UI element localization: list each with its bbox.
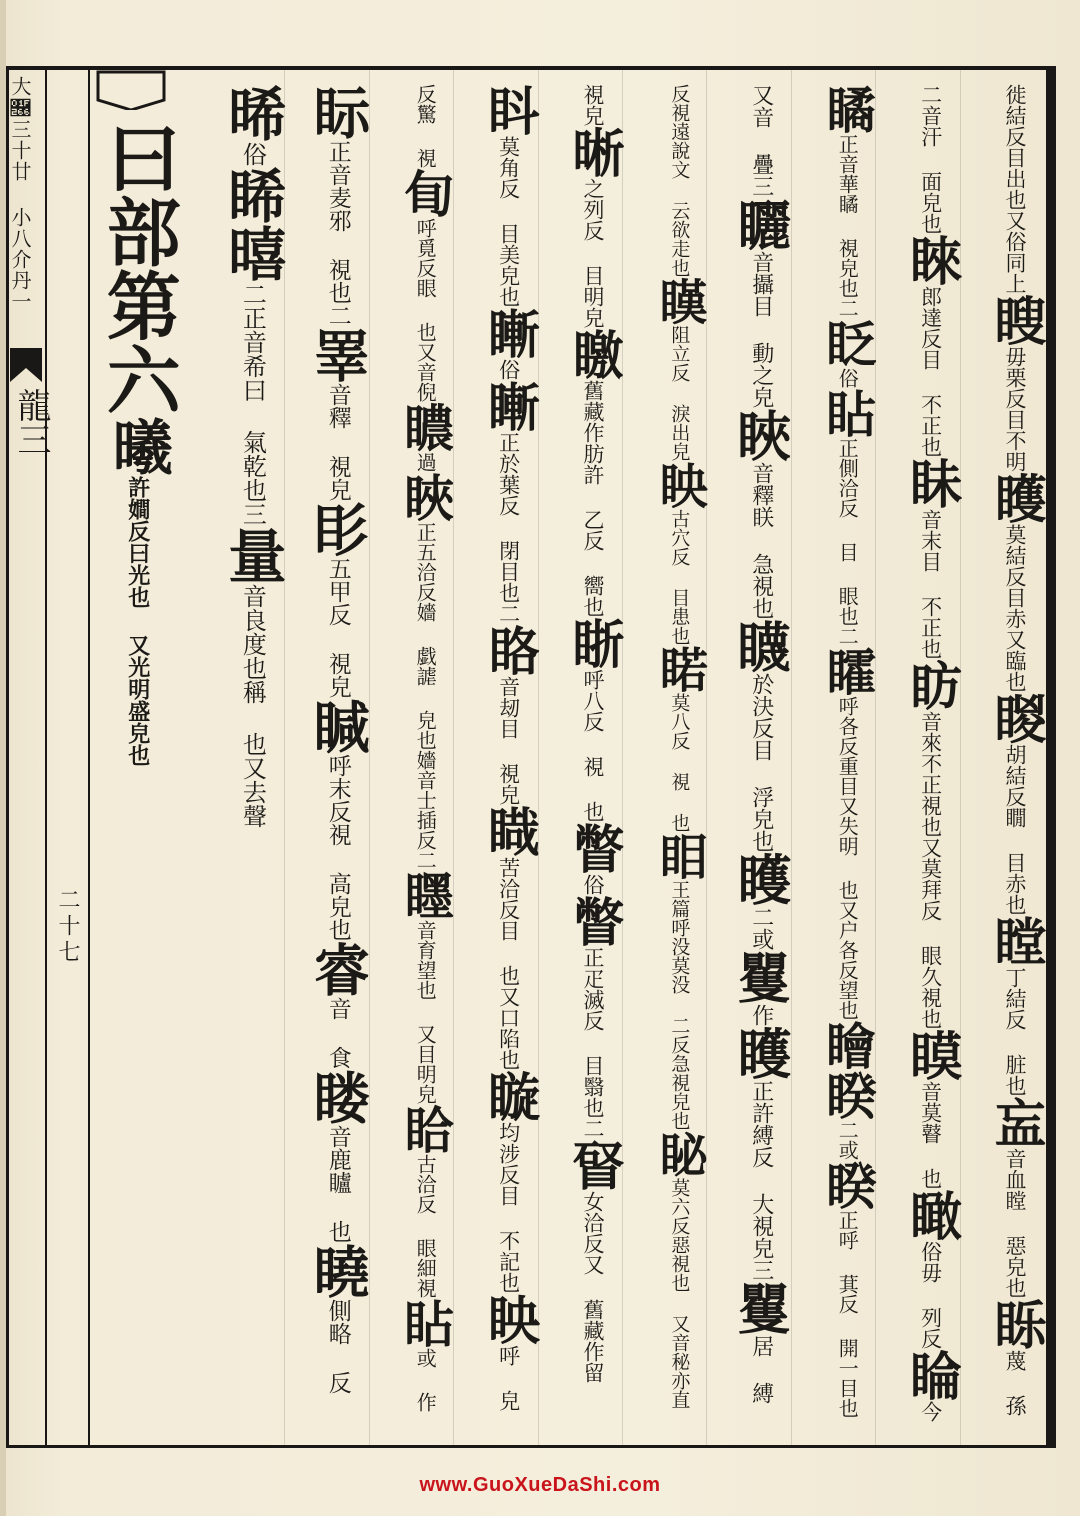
- entry-gloss: 音鹿矑 也: [324, 1125, 351, 1243]
- entry-headword: 䀹: [396, 472, 456, 522]
- entry-headword: 曦: [102, 416, 173, 476]
- entry-headword: 眨: [818, 318, 878, 368]
- entry-gloss: 音 食: [324, 997, 351, 1069]
- entry-headword: 瞥: [562, 895, 624, 947]
- entry-headword: 矖: [728, 197, 793, 251]
- entry-gloss: 音刼目 視皃: [496, 676, 521, 805]
- entry-headword: 睽: [818, 1070, 878, 1120]
- entry-headword: 晰: [562, 126, 624, 178]
- entry-gloss: 音良度也稱 也又去聲: [238, 584, 267, 828]
- entry-gloss: 呼末反視 高皃也: [324, 754, 351, 941]
- entry-gloss: 音血瞠 惡皃也: [1002, 1148, 1027, 1298]
- entry-gloss: 胡結反瞯 目赤也: [1002, 744, 1027, 915]
- entry-headword: 矆: [728, 1026, 793, 1080]
- entry-headword: 睵: [478, 805, 540, 857]
- entry-gloss: 五甲反 視皃: [324, 557, 351, 698]
- entry-gloss: 正呼 萁反 開一目也: [835, 1210, 860, 1418]
- entry-gloss: 二音汗 面皃也: [918, 84, 943, 234]
- entry-gloss: 俗: [835, 368, 860, 388]
- gutter-line: [45, 68, 47, 1446]
- entry-headword: 瞙: [900, 1029, 962, 1081]
- entry-column: [795, 84, 878, 1434]
- column-divider: [284, 68, 285, 1446]
- entry-headword: 䀡: [818, 388, 878, 438]
- entry-column: [710, 84, 793, 1434]
- column-divider: [622, 68, 623, 1446]
- entry-headword: 䀠: [651, 832, 708, 880]
- entry-gloss: 音釋 視皃: [324, 383, 351, 501]
- entry-headword: 睰: [651, 645, 708, 693]
- entry-headword: 睽: [818, 1160, 878, 1210]
- entry-column: [457, 84, 540, 1434]
- entry-headword: 䀡: [396, 1298, 456, 1348]
- entry-gloss: 女洽反又 舊藏作留: [580, 1191, 605, 1383]
- entry-headword: 䁪: [478, 307, 540, 359]
- entry-gloss: 視皃: [580, 84, 605, 126]
- column-divider: [875, 68, 876, 1446]
- entry-headword: 眛: [900, 457, 962, 509]
- column-divider: [538, 68, 539, 1446]
- entry-gloss: 正側洽反 目 眼也二: [835, 438, 860, 646]
- entry-gloss: 二正音希曰 氣乾也三: [238, 282, 267, 526]
- column-divider: [453, 68, 454, 1446]
- entry-gloss: 許𡢃反曰光也 又光明盛皃也: [124, 476, 151, 766]
- entry-headword: 眆: [900, 659, 962, 711]
- entry-headword: 睎: [218, 166, 287, 224]
- entry-gloss: 徙結反目出也又俗同上: [1002, 84, 1027, 294]
- entry-gloss: 莫八反 視 也: [668, 693, 691, 832]
- entry-headword: 䀫: [396, 1104, 456, 1154]
- entry-gloss: 作: [748, 1004, 774, 1026]
- entry-gloss: 俗: [238, 142, 267, 166]
- entry-headword: 䁢: [478, 1070, 540, 1122]
- entry-column: [626, 84, 708, 1434]
- heading-label-frame: [96, 70, 166, 110]
- entry-headword: 䀿: [562, 617, 624, 669]
- entry-gloss: 苦洽反目 也又口陷也: [496, 857, 521, 1070]
- entry-headword: 量: [218, 526, 287, 584]
- entry-gloss: 蔑 孫: [1002, 1350, 1027, 1416]
- entry-gloss: 二或: [748, 906, 774, 950]
- entry-gloss: 丁結反 脏也: [1002, 967, 1027, 1096]
- section-heading-column: [94, 120, 181, 766]
- entry-gloss: 阻立反 淚出皃: [668, 325, 691, 461]
- entry-headword: 眏: [651, 461, 708, 509]
- entry-headword: 瞥: [562, 822, 624, 874]
- entry-headword: 矆: [728, 852, 793, 906]
- entry-headword: 暿: [218, 224, 287, 282]
- fishtail-mark-icon: [10, 348, 42, 382]
- margin-section-mark: 龍三: [11, 388, 51, 456]
- entry-gloss: 音莫瞽 也: [918, 1081, 943, 1189]
- entry-headword: 䁧: [651, 277, 708, 325]
- entry-headword: 䀏: [396, 168, 456, 218]
- entry-headword: 䁶: [562, 328, 624, 380]
- entry-headword: 矍: [728, 1281, 793, 1335]
- section-title: 曰部第六: [94, 120, 181, 416]
- entry-headword: 瞠: [984, 915, 1046, 967]
- entry-column: [288, 84, 371, 1434]
- entry-gloss: 正許縛反 大視皃三: [748, 1080, 774, 1281]
- entry-headword: 矍: [728, 950, 793, 1004]
- entry-headword: 矆: [984, 472, 1046, 524]
- entry-gloss: 呼各反重目又失明 也又户各反望也: [835, 696, 860, 1020]
- entry-headword: 睔: [900, 1349, 962, 1401]
- entry-gloss: 俗: [496, 359, 521, 380]
- entry-headword: 䁖: [304, 1069, 371, 1125]
- watermark: www.GuoXueDaShi.com: [419, 1474, 661, 1496]
- entry-gloss: 或 作: [413, 1348, 438, 1412]
- entry-headword: 晞: [218, 84, 287, 142]
- entry-gloss: 正於葉反 閉目也二: [496, 432, 521, 624]
- entry-headword: 瞍: [984, 294, 1046, 346]
- column-divider: [960, 68, 961, 1446]
- entry-column: [204, 84, 287, 1434]
- entry-gloss: 二或: [835, 1120, 860, 1160]
- entry-headword: 䀐: [304, 501, 371, 557]
- entry-column: [542, 84, 624, 1434]
- entry-headword: 䀞: [478, 84, 540, 136]
- entry-gloss: 音釋眹 急視也: [748, 462, 774, 619]
- gutter-line-right: [88, 68, 90, 1446]
- entry-gloss: 王篇呼没莫没 二反急視皃也: [668, 880, 691, 1130]
- entry-gloss: 正疋滅反 目翳也二: [580, 947, 605, 1139]
- entry-column: [879, 84, 962, 1434]
- entry-gloss: 古洽反 眼細視: [413, 1154, 438, 1298]
- entry-gloss: 正音華瞲 視皃也二: [835, 134, 860, 318]
- entry-gloss: 於決反目 浮皃也: [748, 673, 774, 852]
- entry-gloss: 今: [918, 1401, 943, 1422]
- entry-gloss: 均涉反目 不記也: [496, 1122, 521, 1293]
- entry-gloss: 俗: [580, 874, 605, 895]
- entry-column: [373, 84, 456, 1434]
- margin-folio: 二十七: [55, 888, 80, 966]
- entry-gloss: 呼覓反眼 也又音倪: [413, 218, 438, 402]
- entry-headword: 睪: [304, 327, 371, 383]
- entry-headword: 瞰: [900, 1189, 962, 1241]
- entry-headword: 睞: [900, 234, 962, 286]
- entry-headword: 䁸: [396, 402, 456, 452]
- entry-gloss: 莫角反 目美皃也: [496, 136, 521, 307]
- entry-gloss: 之列反 目明皃: [580, 178, 605, 328]
- entry-gloss: 反驚 視: [413, 84, 438, 168]
- entry-gloss: 俗毋 列反: [918, 1241, 943, 1349]
- entry-gloss: 郎達反目 不正也: [918, 286, 943, 457]
- entry-gloss: 反視遠說文 云欲走也: [668, 84, 691, 277]
- entry-gloss: 毋栗反目不明: [1002, 346, 1027, 472]
- entry-headword: 䀹: [728, 408, 793, 462]
- entry-column: [964, 84, 1046, 1434]
- entry-headword: 睿: [304, 941, 371, 997]
- column-divider: [706, 68, 707, 1446]
- entry-headword: 瞲: [818, 84, 878, 134]
- entry-headword: 䀣: [651, 1130, 708, 1178]
- entry-headword: 䀥: [984, 1298, 1046, 1350]
- entry-headword: 眏: [478, 1293, 540, 1345]
- entry-gloss: 正音麦邪 視也二: [324, 140, 351, 327]
- entry-headword: 䁪: [478, 380, 540, 432]
- entry-gloss: 呼八反 視 也: [580, 669, 605, 822]
- margin-serial: 大🉦三十廿 小八介丹一: [8, 76, 32, 312]
- entry-headword: 䁾: [728, 619, 793, 673]
- entry-headword: 瞺: [818, 1020, 878, 1070]
- column-divider: [369, 68, 370, 1446]
- entry-gloss: 呼 皃: [496, 1345, 521, 1411]
- entry-headword: 䁼: [396, 870, 456, 920]
- entry-headword: 䀩: [478, 624, 540, 676]
- entry-gloss: 又音 疊三: [748, 84, 774, 197]
- entry-gloss: 音育望也 又目明皃: [413, 920, 438, 1104]
- entry-gloss: 古穴反 目患也: [668, 509, 691, 645]
- entry-gloss: 莫六反惡視也 又音秘亦直: [668, 1178, 691, 1409]
- entry-headword: 矐: [818, 646, 878, 696]
- entry-gloss: 莫結反目赤又臨也: [1002, 524, 1027, 692]
- entry-gloss: 音末目 不正也: [918, 509, 943, 659]
- entry-gloss: 舊藏作肪許 乙反 嚮也: [580, 380, 605, 617]
- entry-headword: 䁓: [984, 692, 1046, 744]
- entry-headword: 眎: [304, 84, 371, 140]
- entry-headword: 䁱: [304, 1243, 371, 1299]
- entry-headword: 䀾: [562, 1139, 624, 1191]
- entry-gloss: 居 縛: [748, 1335, 774, 1404]
- column-divider: [791, 68, 792, 1446]
- entry-headword: 衁: [984, 1096, 1046, 1148]
- entry-gloss: 音來不正視也又莫拜反 眼久視也: [918, 711, 943, 1029]
- entry-gloss: 過: [413, 452, 438, 472]
- entry-gloss: 側略 反: [324, 1299, 351, 1394]
- entry-gloss: 正五洽反嬙 戯謔 皃也嬙音士插反二: [413, 522, 438, 870]
- entry-gloss: 音攝目 動之皃: [748, 251, 774, 408]
- entry-headword: 䁍: [304, 698, 371, 754]
